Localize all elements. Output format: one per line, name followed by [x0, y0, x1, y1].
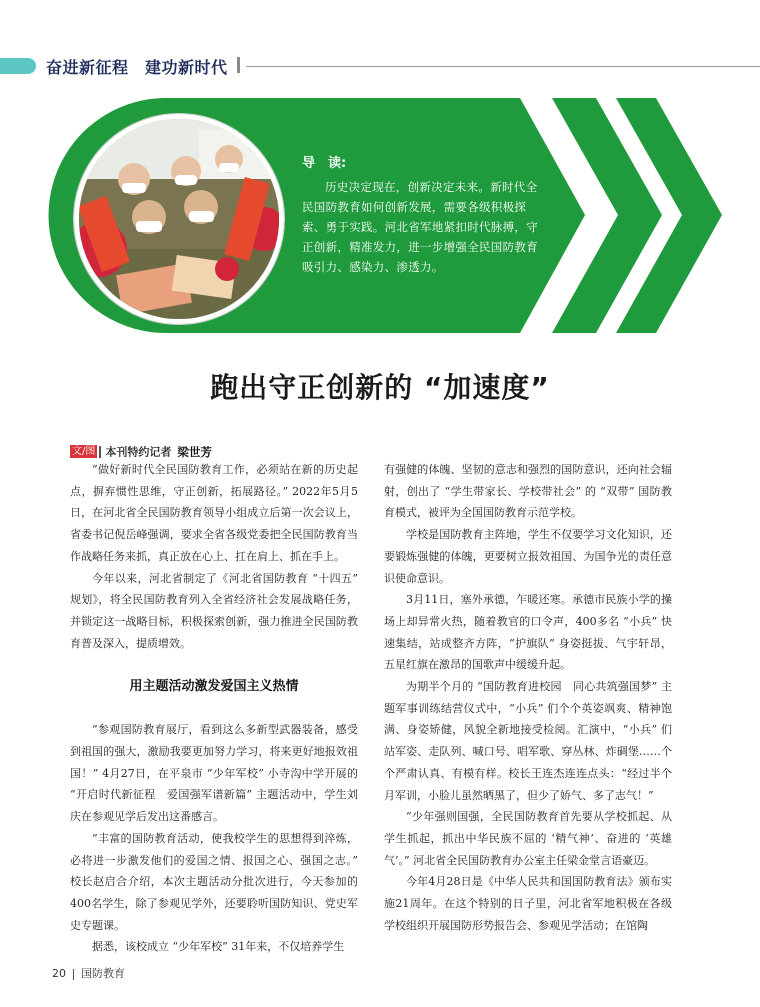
byline-author: 梁世芳 — [177, 444, 212, 459]
lead-text: 历史决定现在，创新决定未来。新时代全民国防教育如何创新发展，需要各级积极探索、勇于实践。河北省军地紧扣时代脉搏，守正创新，精准发力，进一步增强全民国防教育吸引力、感染力、渗透力。 — [302, 180, 538, 274]
lead-label: 导 读: — [302, 156, 347, 171]
paragraph: 为期半个月的 “国防教育进校园 同心共筑强国梦” 主题军事训练结营仪式中，“小兵” 们个个英姿飒爽、精神饱满、身姿矫健，风貌全新地接受检阅。汇演中，“小兵” 们站军姿、走队列、喊口号、唱军歌、穿丛林、炸碉堡……个个严肃认真、有模有样。校长王连杰连连点头：“经过半个月军训，小脸儿虽然晒黑了，但少了娇气、多了志气！” — [384, 680, 672, 802]
magazine-name: 国防教育 — [81, 967, 125, 980]
section-rule — [246, 66, 760, 67]
paragraph: 有强健的体魄、坚韧的意志和强烈的国防意识，还向社会辐射，创出了 “学生带家长、学校带社会” 的 “双带” 国防教育模式，被评为全国国防教育示范学校。 — [384, 463, 672, 520]
paragraph: “少年强则国强，全民国防教育首先要从学校抓起、从学生抓起，抓出中华民族不屈的 ‘精气神’、奋进的 ‘英雄气’。” 河北省全民国防教育办公室主任梁金堂言语豪迈。 — [384, 810, 672, 867]
page-number: 20 — [52, 967, 66, 980]
section-title: 奋进新征程 建功新时代 — [46, 58, 228, 77]
article-column-left — [70, 459, 358, 958]
section-header — [0, 55, 760, 77]
paragraph: 今年4月28日是《中华人民共和国国防教育法》颁布实施21周年。在这个特别的日子里，河北省军地积极在各级学校组织开展国防形势报告会、参观见学活动；在馆陶 — [384, 875, 672, 932]
paragraph: “做好新时代全民国防教育工作，必须站在新的历史起点，摒弃惯性思维，守正创新，拓展路径。” 2022年5月5日，在河北省全民国防教育领导小组成立后第一次会议上，省委书记倪岳峰强调，要求全省各级党委把全民国防教育当作战略任务来抓，真正放在心上、扛在肩上、抓在手上。 — [70, 463, 358, 563]
byline-role: 本刊特约记者 — [105, 445, 172, 459]
byline-divider — [99, 446, 101, 458]
paragraph: “丰富的国防教育活动，使我校学生的思想得到淬炼，必将进一步激发他们的爱国之情、报国之心、强国之志。” 校长赵启合介绍，本次主题活动分批次进行，今天参加的400名学生，除了参观见学外，还要聆听国防知识、党史军史专题课。 — [70, 831, 358, 932]
page-footer — [52, 965, 125, 981]
paragraph: 3月11日，塞外承德，乍暖还寒。承德市民族小学的操场上却异常火热，随着教官的口令声，400多名 “小兵” 快速集结，站成整齐方阵，“护旗队” 身姿挺拔、气宇轩昂，五星红旗在激昂的国歌声中缓缓升起。 — [384, 593, 672, 672]
paragraph: 学校是国防教育主阵地，学生不仅要学习文化知识，还要锻炼强健的体魄，更要树立报效祖国、为国争光的责任意识使命意识。 — [384, 528, 672, 585]
byline-tag: 文/图 — [72, 446, 96, 457]
photo-illustration — [79, 119, 279, 319]
paragraph: 据悉，该校成立 “少年军校” 31年来，不仅培养学生 — [92, 940, 345, 954]
students-reading-photo — [74, 114, 284, 324]
paragraph: 今年以来，河北省制定了《河北省国防教育 “十四五” 规划》，将全民国防教育列入全省经济社会发展战略任务，并锁定这一战略目标，积极探索创新，强力推进全民国防教育普及深入，提质增效。 — [70, 571, 358, 650]
article-title: 跑出守正创新的 “加速度” — [210, 371, 550, 404]
section-tab-marker — [0, 58, 36, 74]
byline — [70, 441, 212, 459]
footer-divider — [73, 969, 74, 980]
article-column-right — [384, 459, 672, 936]
paragraph: “参观国防教育展厅，看到这么多新型武器装备，感受到祖国的强大，激励我要更加努力学习，将来更好地报效祖国！” 4月27日，在平泉市 “少年军校” 小寺沟中学开展的 “开启时代新征程 爱国强军谱新篇” 主题活动中，学生刘庆在参观见学后发出这番感言。 — [70, 723, 358, 824]
section-divider — [237, 57, 240, 73]
section-subheading: 用主题活动激发爱国主义热情 — [129, 679, 299, 695]
